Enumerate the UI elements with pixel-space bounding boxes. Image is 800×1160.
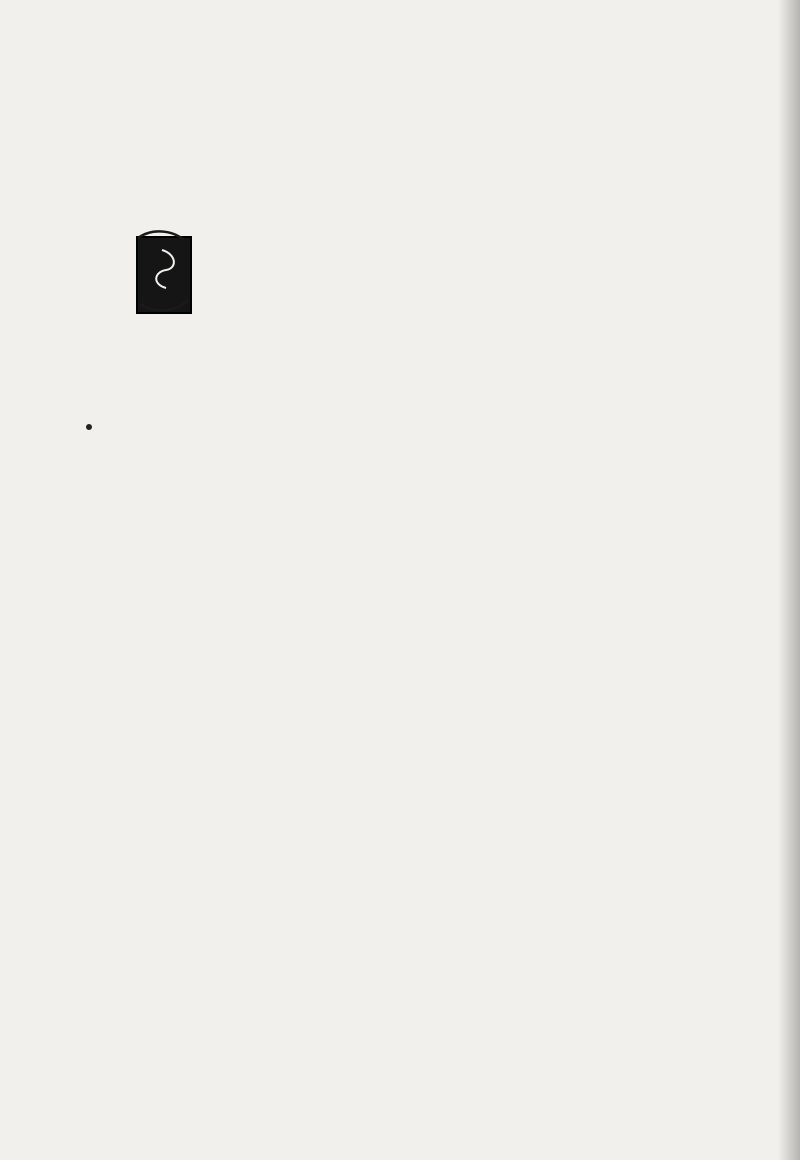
section-title xyxy=(355,196,357,229)
ink-speck xyxy=(86,424,92,430)
page-edge-shadow xyxy=(778,0,800,1160)
initial-flourish-ornament xyxy=(132,228,192,314)
